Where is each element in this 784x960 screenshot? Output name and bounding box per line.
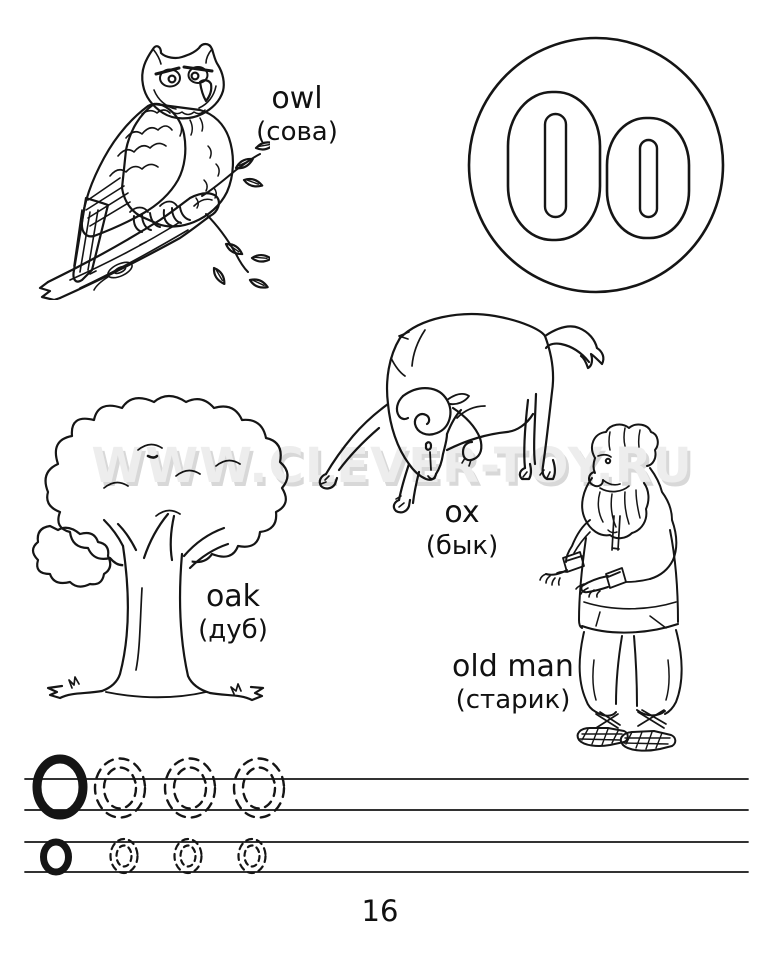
lowercase-o-shape: [607, 118, 689, 238]
oak-illustration: [20, 378, 300, 703]
letter-circle: [460, 28, 740, 303]
ox-label: [426, 496, 499, 562]
uppercase-O-shape: [508, 92, 600, 240]
solid-letter-O: [37, 759, 83, 815]
trace-letter-O: [165, 759, 215, 818]
trace-letter-o: [239, 839, 266, 873]
owl-translation: (сова): [256, 117, 338, 147]
leaf: [234, 141, 270, 189]
ox-word: ox: [444, 495, 480, 530]
leaf: [212, 241, 270, 291]
owl-illustration: [30, 30, 270, 300]
trace-letter-o: [175, 839, 202, 873]
old-man-label: [452, 650, 574, 716]
oak-translation: (дуб): [198, 615, 268, 645]
oak-label: [198, 580, 268, 646]
trace-letter-O: [95, 759, 145, 818]
handwriting-practice: [0, 748, 784, 898]
old-man-translation: (старик): [455, 685, 571, 715]
practice-row-lowercase: [25, 839, 748, 873]
owl-body: [73, 44, 232, 282]
ox-translation: (бык): [425, 531, 499, 561]
trace-letter-o: [111, 839, 138, 873]
old-man-word: old man: [452, 649, 574, 684]
owl-label: [256, 82, 338, 148]
practice-row-uppercase: [25, 759, 748, 818]
trace-letter-O: [234, 759, 284, 818]
watermark-text: WWW.CLEVER-TOY.RU: [91, 438, 693, 494]
owl-word: owl: [271, 81, 323, 116]
solid-letter-o: [44, 842, 69, 872]
page-number: 16: [361, 894, 399, 928]
oak-word: oak: [205, 579, 261, 614]
